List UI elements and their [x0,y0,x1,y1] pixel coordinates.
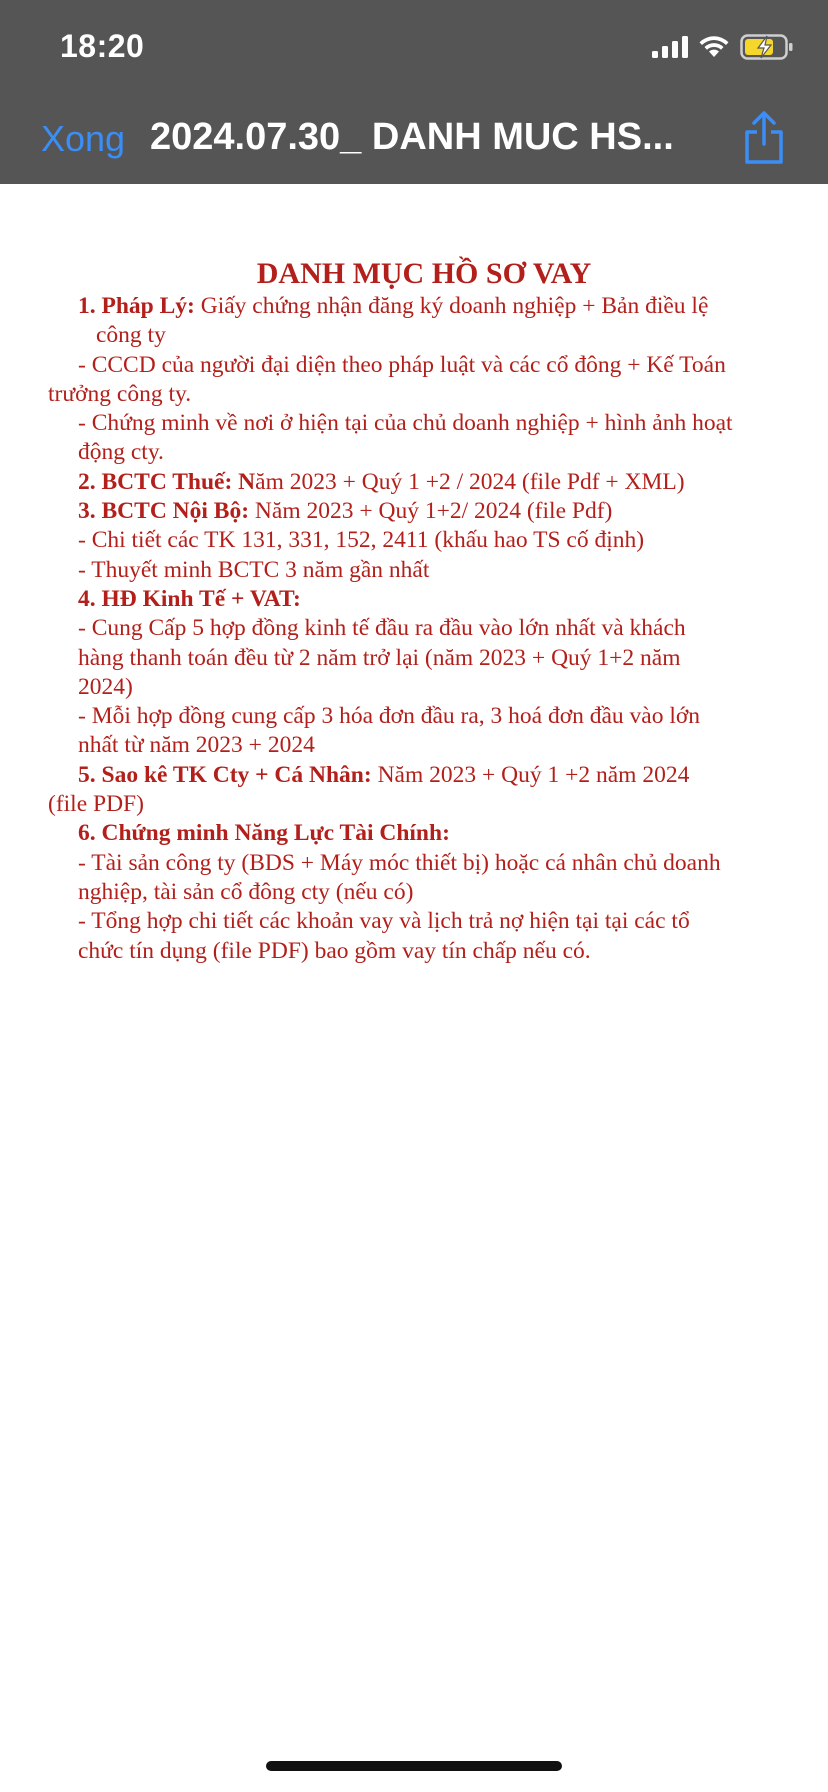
home-indicator[interactable] [266,1761,562,1771]
section-legal: 1. Pháp Lý: Giấy chứng nhận đăng ký doanh nghiệp + Bản điều lệ [78,293,709,319]
list-item: - CCCD của người đại diện theo pháp luật và các cổ đông + Kế Toán [78,351,726,378]
document-title: 2024.07.30_ DANH MUC HS... [150,116,674,158]
wifi-icon [698,35,730,59]
status-bar [0,0,828,96]
list-item: - Tài sản công ty (BDS + Máy móc thiết bị) hoặc cá nhân chủ doanh [78,849,721,876]
nav-bar [0,96,828,184]
list-item-cont: trưởng công ty. [48,380,192,407]
signal-icon [652,36,688,58]
list-item: - Tổng hợp chi tiết các khoản vay và lịch trả nợ hiện tại tại các tổ [78,908,690,935]
section-heading: 1. Pháp Lý: [78,293,195,319]
section-heading: 5. Sao kê TK Cty + Cá Nhân: [78,761,372,788]
document-heading: DANH MỤC HỒ SƠ VAY [256,257,592,290]
section-statements-cont: (file PDF) [48,791,144,818]
done-button[interactable]: Xong [41,118,126,159]
list-item: - Chứng minh về nơi ở hiện tại của chủ doanh nghiệp + hình ảnh hoạt [78,410,733,437]
list-item: - Chi tiết các TK 131, 331, 152, 2411 (khấu hao TS cố định) [78,527,645,554]
share-icon[interactable] [742,110,786,166]
section-tax-report: 2. BCTC Thuế: Năm 2023 + Quý 1 +2 / 2024 (file Pdf + XML) [78,468,685,495]
list-item-cont: chức tín dụng (file PDF) bao gồm vay tín chấp nếu có. [78,937,591,964]
document-view [0,184,828,1792]
list-item-cont: nhất từ năm 2023 + 2024 [78,732,315,759]
section-internal-report: 3. BCTC Nội Bộ: Năm 2023 + Quý 1+2/ 2024 (file Pdf) [78,498,613,525]
list-item: - Thuyết minh BCTC 3 năm gần nhất [78,556,430,583]
section-heading: 6. Chứng minh Năng Lực Tài Chính: [78,820,450,847]
list-item-cont: nghiệp, tài sản cổ đông cty (nếu có) [78,878,414,905]
list-item: - Mỗi hợp đồng cung cấp 3 hóa đơn đầu ra, 3 hoá đơn đầu vào lớn [78,703,701,730]
section-legal-cont: công ty [96,322,166,349]
list-item-cont: hàng thanh toán đều từ 2 năm trở lại (năm 2023 + Quý 1+2 năm [78,644,681,671]
document-content [48,256,788,966]
status-icons [652,34,794,60]
status-time: 18:20 [60,28,145,64]
section-financial-capacity [48,819,788,848]
list-item-cont: động cty. [78,439,164,466]
list-item-cont: 2024) [78,673,133,700]
section-statements: 5. Sao kê TK Cty + Cá Nhân: Năm 2023 + Quý 1 +2 năm 2024 [78,761,690,788]
section-heading: 4. HĐ Kinh Tế + VAT: [78,585,301,612]
battery-charging-icon [740,34,794,60]
section-heading: 2. BCTC Thuế: N [78,468,256,495]
list-item: - Cung Cấp 5 hợp đồng kinh tế đầu ra đầu vào lớn nhất và khách [78,615,686,642]
section-heading: 3. BCTC Nội Bộ: [78,498,250,525]
section-contracts [48,585,788,614]
